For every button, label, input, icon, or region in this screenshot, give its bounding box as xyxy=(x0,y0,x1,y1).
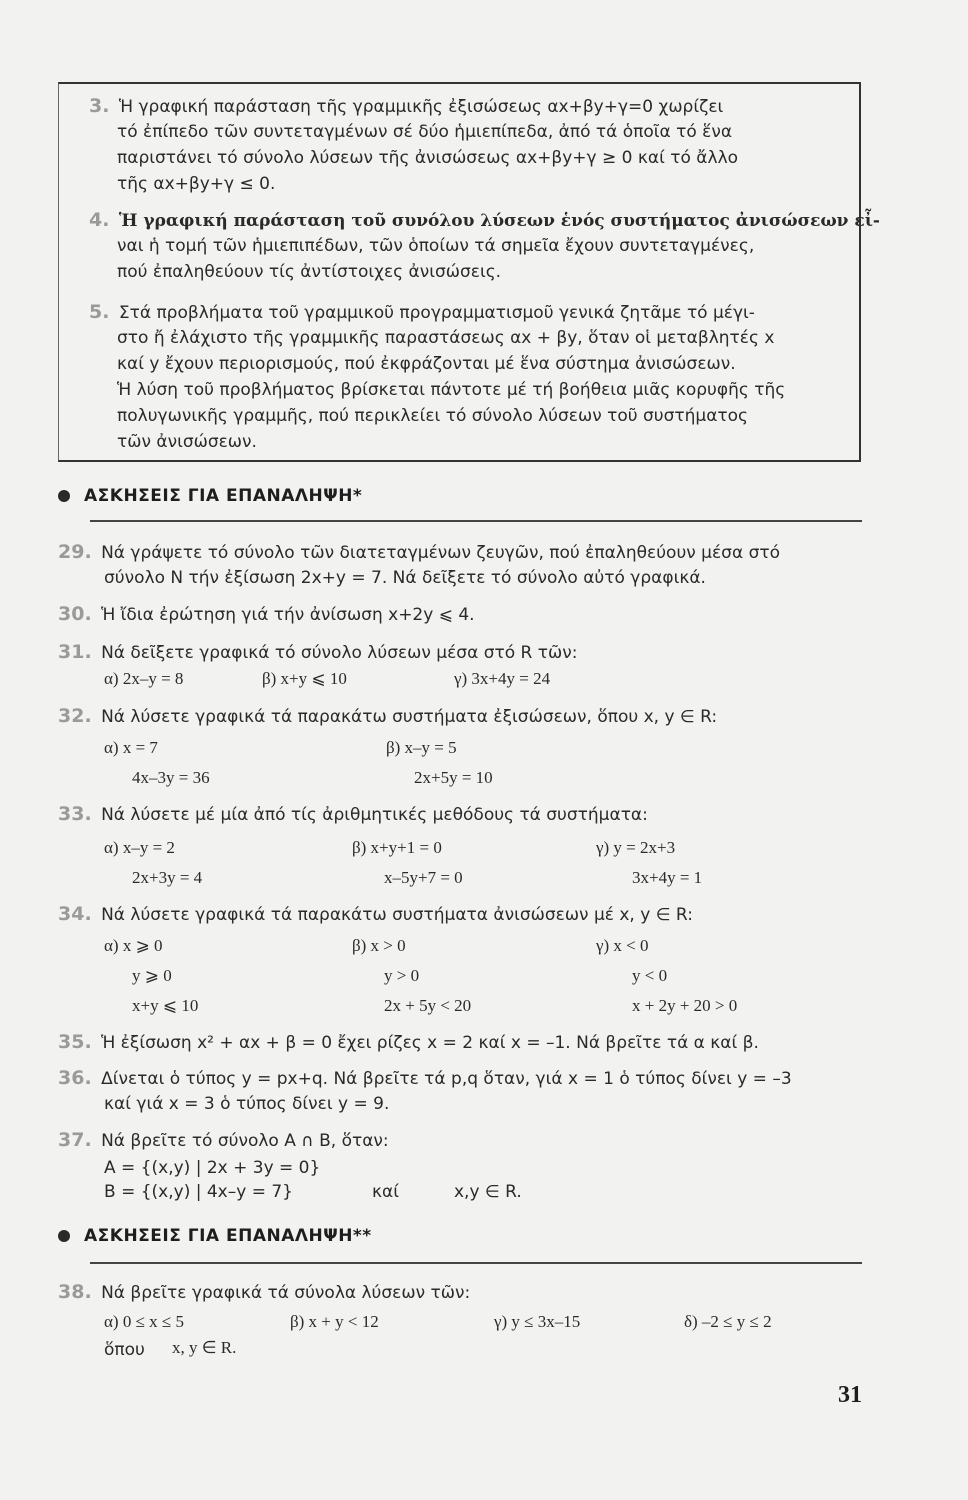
item-3-line-3: παριστάνει τό σύνολο λύσεων τῆς ἀνισώσεως αx+βy+γ ≥ 0 καί τό ἄλλο xyxy=(117,148,739,168)
exercise-34-c3: x + 2y + 20 > 0 xyxy=(632,996,738,1015)
exercise-31-b: β) x+y ⩽ 10 xyxy=(262,669,347,688)
exercise-34-a2: y ⩾ 0 xyxy=(132,966,172,985)
exercise-33-c1: γ) y = 2x+3 xyxy=(596,838,676,857)
exercise-33-a2: 2x+3y = 4 xyxy=(132,868,203,887)
exercise-29-line-1: 29. Νά γράψετε τό σύνολο τῶν διατεταγμένων ζευγῶν, πού ἐπαληθεύουν μέσα στό xyxy=(58,541,780,563)
item-4-line-1: 4. Ἡ γραφική παράσταση τοῦ συνόλου λύσεων ἑνός συστήματος ἀνισώσεων εἶ- xyxy=(89,209,880,231)
exercise-36-line-1: 36. Δίνεται ὁ τύπος y = px+q. Νά βρεῖτε τά p,q ὅταν, γιά x = 1 ὁ τύπος δίνει y = –3 xyxy=(58,1067,792,1089)
exercise-34-b2: y > 0 xyxy=(384,966,420,985)
exercise-32-a2: 4x–3y = 36 xyxy=(132,768,210,787)
bullet-icon xyxy=(58,490,70,502)
exercise-34-b1: β) x > 0 xyxy=(352,936,406,955)
section-heading-2: ΑΣΚΗΣΕΙΣ ΓΙΑ ΕΠΑΝΑΛΗΨΗ** xyxy=(58,1226,372,1246)
exercise-37-and: καί xyxy=(372,1182,399,1202)
exercise-30: 30. Ἡ ἴδια ἐρώτηση γιά τήν ἀνίσωση x+2y ⩽ 4. xyxy=(58,603,475,625)
page-number: 31 xyxy=(838,1382,862,1408)
summary-box xyxy=(58,82,880,462)
exercise-37-set-a: A = {(x,y) | 2x + 3y = 0} xyxy=(104,1158,321,1178)
exercise-29-line-2: σύνολο N τήν ἐξίσωση 2x+y = 7. Νά δεῖξετε τό σύνολο αὐτό γραφικά. xyxy=(104,568,706,588)
item-5-line-6: τῶν ἀνισώσεων. xyxy=(117,432,257,452)
exercise-38-b: β) x + y < 12 xyxy=(290,1312,379,1331)
exercise-32-a1: α) x = 7 xyxy=(104,738,158,757)
item-5-line-2: στο ἤ ἐλάχιστο τῆς γραμμικῆς παραστάσεως αx + βy, ὅταν οἱ μεταβλητές x xyxy=(117,328,775,348)
item-5-line-3: καί y ἔχουν περιορισμούς, πού ἐκφράζονται μέ ἕνα σύστημα ἀνισώσεων. xyxy=(117,354,736,374)
exercise-38-a: α) 0 ≤ x ≤ 5 xyxy=(104,1312,184,1331)
heading-1-rule xyxy=(90,520,862,522)
exercise-33-line-1: 33. Νά λύσετε μέ μία ἀπό τίς ἀριθμητικές μεθόδους τά συστήματα: xyxy=(58,803,648,825)
exercise-34-a3: x+y ⩽ 10 xyxy=(132,996,199,1015)
exercise-34-line-1: 34. Νά λύσετε γραφικά τά παρακάτω συστήματα ἀνισώσεων μέ x, y ∈ R: xyxy=(58,903,693,925)
section-heading-1: ΑΣΚΗΣΕΙΣ ΓΙΑ ΕΠΑΝΑΛΗΨΗ* xyxy=(58,486,362,506)
item-4-line-3: πού ἐπαληθεύουν τίς ἀντίστοιχες ἀνισώσεις. xyxy=(117,262,502,282)
exercise-37-domain: x,y ∈ R. xyxy=(454,1182,522,1202)
exercise-33-b1: β) x+y+1 = 0 xyxy=(352,838,442,857)
exercise-36-line-2: καί γιά x = 3 ὁ τύπος δίνει y = 9. xyxy=(104,1094,390,1114)
exercise-31-line-1: 31. Νά δεῖξετε γραφικά τό σύνολο λύσεων μέσα στό R τῶν: xyxy=(58,641,578,663)
exercise-38-line-1: 38. Νά βρεῖτε γραφικά τά σύνολα λύσεων τῶν: xyxy=(58,1281,471,1303)
bullet-icon xyxy=(58,1230,70,1242)
item-3-line-1: 3. Ἡ γραφική παράσταση τῆς γραμμικῆς ἐξισώσεως αx+βy+γ=0 χωρίζει xyxy=(89,95,724,117)
exercise-34-a1: α) x ⩾ 0 xyxy=(104,936,163,955)
exercise-38-c: γ) y ≤ 3x–15 xyxy=(494,1312,581,1331)
exercise-35: 35. Ἡ ἐξίσωση x² + αx + β = 0 ἔχει ρίζες x = 2 καί x = –1. Νά βρεῖτε τά α καί β. xyxy=(58,1031,759,1053)
exercise-34-c2: y < 0 xyxy=(632,966,668,985)
exercise-33-c2: 3x+4y = 1 xyxy=(632,868,703,887)
exercise-33-a1: α) x–y = 2 xyxy=(104,838,175,857)
item-5-line-1: 5. Στά προβλήματα τοῦ γραμμικοῦ προγραμματισμοῦ γενικά ζητᾶμε τό μέγι- xyxy=(89,301,755,323)
item-3-line-2: τό ἐπίπεδο τῶν συντεταγμένων σέ δύο ἡμιεπίπεδα, ἀπό τά ὁποῖα τό ἕνα xyxy=(117,122,733,142)
exercise-37-line-1: 37. Νά βρεῖτε τό σύνολο A ∩ B, ὅταν: xyxy=(58,1129,389,1151)
exercise-38-d: δ) –2 ≤ y ≤ 2 xyxy=(684,1312,772,1331)
exercise-38-domain: x, y ∈ R. xyxy=(172,1338,237,1357)
exercise-32-b2: 2x+5y = 10 xyxy=(414,768,493,787)
item-5-line-5: πολυγωνικῆς γραμμῆς, πού περικλείει τό σύνολο λύσεων τοῦ συστήματος xyxy=(117,406,749,426)
exercise-34-b3: 2x + 5y < 20 xyxy=(384,996,472,1015)
exercise-34-c1: γ) x < 0 xyxy=(596,936,649,955)
exercise-31-a: α) 2x–y = 8 xyxy=(104,669,184,688)
exercise-31-c: γ) 3x+4y = 24 xyxy=(454,669,551,688)
exercise-32-b1: β) x–y = 5 xyxy=(386,738,457,757)
exercise-38-where: ὅπου xyxy=(104,1340,145,1360)
exercise-33-b2: x–5y+7 = 0 xyxy=(384,868,463,887)
heading-2-rule xyxy=(90,1262,862,1264)
exercise-37-set-b: B = {(x,y) | 4x–y = 7} xyxy=(104,1182,293,1202)
exercise-32-line-1: 32. Νά λύσετε γραφικά τά παρακάτω συστήματα ἐξισώσεων, ὅπου x, y ∈ R: xyxy=(58,705,718,727)
item-4-line-2: ναι ἡ τομή τῶν ἡμιεπιπέδων, τῶν ὁποίων τά σημεῖα ἔχουν συντεταγμένες, xyxy=(117,236,755,256)
item-3-line-4: τῆς αx+βy+γ ≤ 0. xyxy=(117,174,276,194)
item-5-line-4: Ἡ λύση τοῦ προβλήματος βρίσκεται πάντοτε μέ τή βοήθεια μιᾶς κορυφῆς τῆς xyxy=(117,380,786,400)
